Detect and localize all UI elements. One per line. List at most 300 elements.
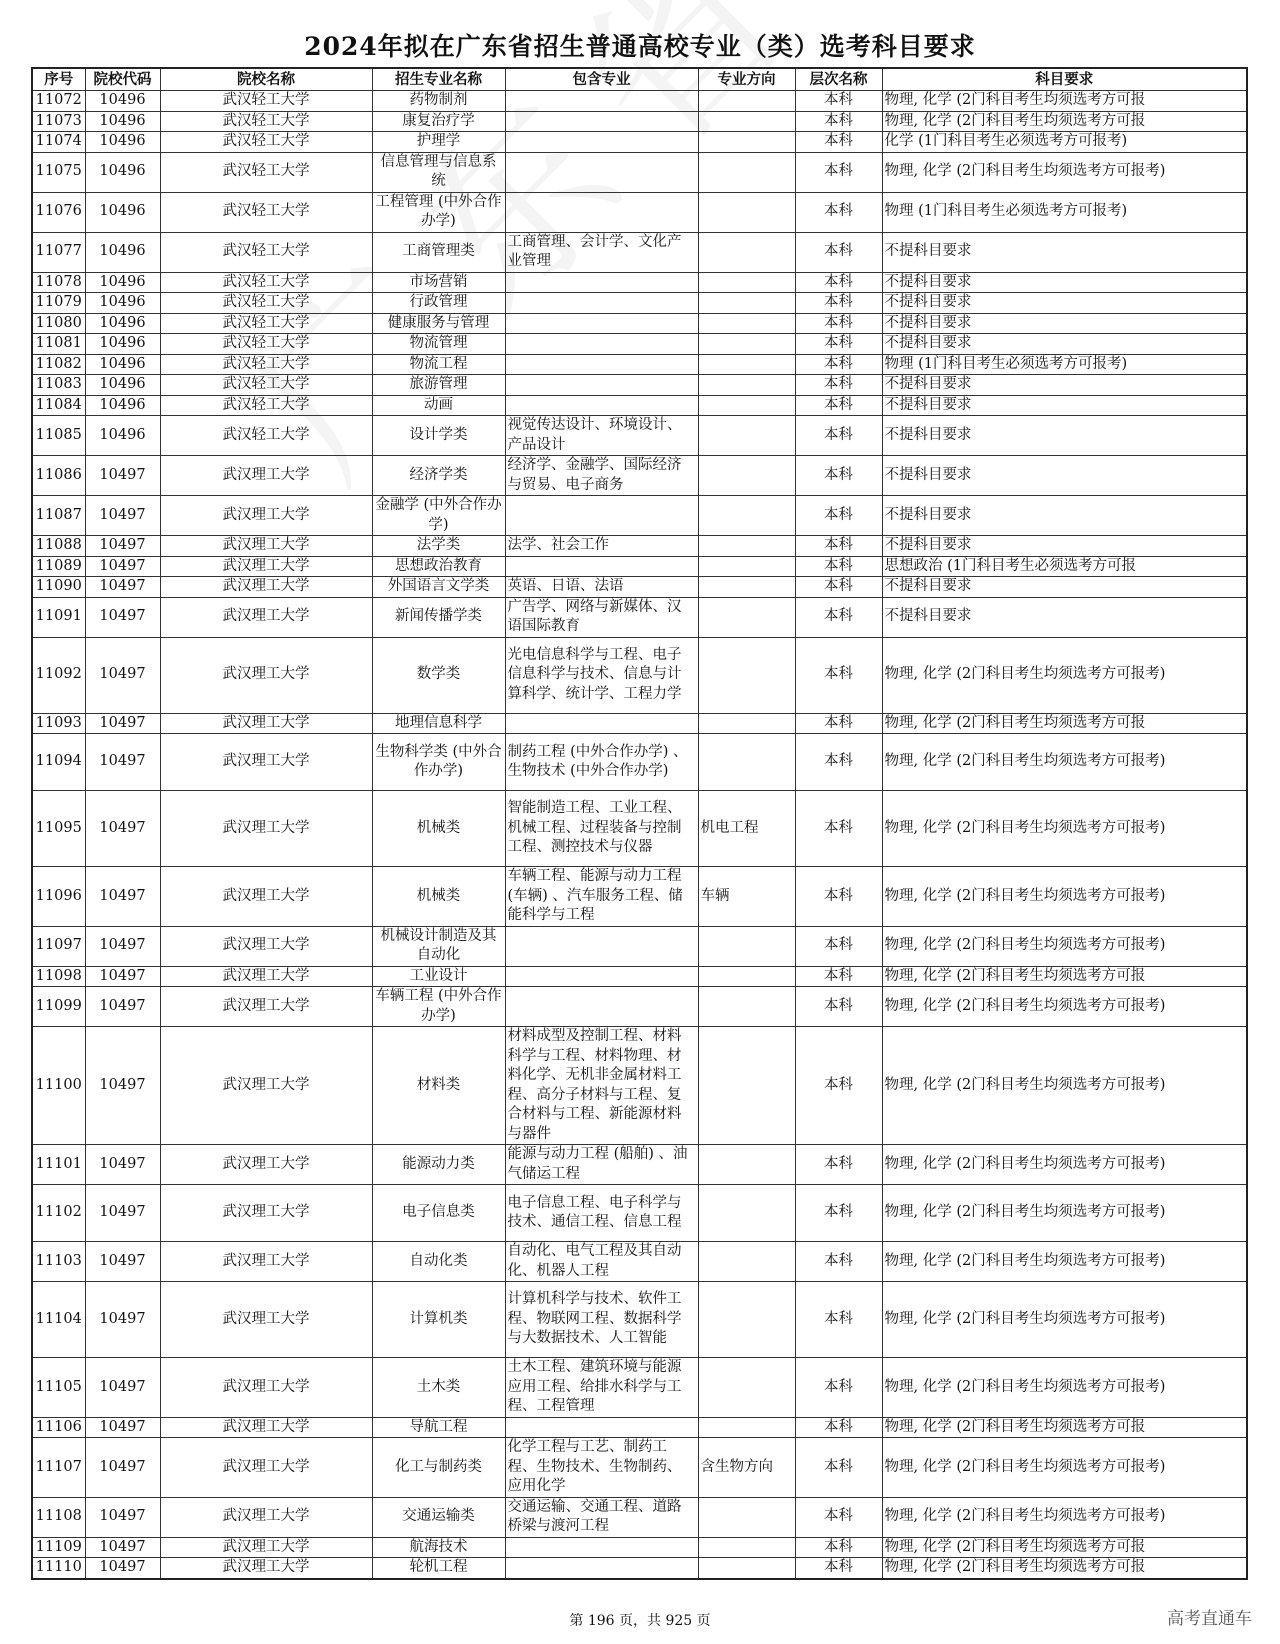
cell-school-code: 10497	[85, 734, 160, 791]
cell-school-code: 10496	[85, 375, 160, 396]
cell-direction	[698, 734, 795, 791]
cell-subject-requirement: 物理, 化学 (2门科目考生均须选考方可报	[882, 111, 1247, 132]
cell-subject-requirement: 物理, 化学 (2门科目考生均须选考方可报考)	[882, 1242, 1247, 1282]
cell-school-code: 10497	[85, 1558, 160, 1579]
cell-major-name: 材料类	[372, 1027, 505, 1145]
cell-included-majors	[505, 375, 698, 396]
table-row	[32, 395, 1247, 416]
cell-level: 本科	[795, 395, 882, 416]
cell-included-majors	[505, 334, 698, 355]
cell-school-name: 武汉理工大学	[160, 1242, 372, 1282]
cell-index: 11094	[32, 734, 85, 791]
header-index: 序号	[32, 68, 85, 91]
table-row	[32, 987, 1247, 1027]
cell-major-name: 物流工程	[372, 354, 505, 375]
cell-school-name: 武汉理工大学	[160, 1282, 372, 1358]
cell-index: 11083	[32, 375, 85, 396]
cell-major-name: 法学类	[372, 536, 505, 557]
cell-direction	[698, 456, 795, 496]
cell-school-name: 武汉理工大学	[160, 1417, 372, 1438]
header-school-name: 院校名称	[160, 68, 372, 91]
cell-school-code: 10496	[85, 152, 160, 192]
cell-included-majors: 工商管理、会计学、文化产业管理	[505, 232, 698, 272]
cell-index: 11074	[32, 132, 85, 153]
cell-index: 11079	[32, 293, 85, 314]
cell-major-name: 航海技术	[372, 1537, 505, 1558]
cell-included-majors: 视觉传达设计、环境设计、产品设计	[505, 416, 698, 456]
cell-subject-requirement: 不提科目要求	[882, 232, 1247, 272]
cell-school-code: 10496	[85, 91, 160, 112]
cell-included-majors	[505, 966, 698, 987]
cell-school-name: 武汉理工大学	[160, 1537, 372, 1558]
cell-school-name: 武汉理工大学	[160, 1438, 372, 1498]
cell-included-majors: 材料成型及控制工程、材料科学与工程、材料物理、材料化学、无机非金属材料工程、高分子材料与工程、复合材料与工程、新能源材料与器件	[505, 1027, 698, 1145]
cell-index: 11089	[32, 556, 85, 577]
cell-school-name: 武汉理工大学	[160, 1145, 372, 1185]
cell-index: 11103	[32, 1242, 85, 1282]
cell-subject-requirement: 物理, 化学 (2门科目考生均须选考方可报考)	[882, 1497, 1247, 1537]
cell-level: 本科	[795, 152, 882, 192]
page-number: 第 196 页，共 925 页	[569, 1613, 711, 1629]
cell-school-code: 10497	[85, 556, 160, 577]
cell-included-majors	[505, 272, 698, 293]
table-row	[32, 536, 1247, 557]
cell-index: 11073	[32, 111, 85, 132]
cell-school-code: 10496	[85, 293, 160, 314]
cell-direction	[698, 1145, 795, 1185]
cell-direction	[698, 1537, 795, 1558]
cell-direction	[698, 597, 795, 637]
cell-level: 本科	[795, 1497, 882, 1537]
table-row	[32, 637, 1247, 713]
table-row	[32, 556, 1247, 577]
cell-school-name: 武汉轻工大学	[160, 111, 372, 132]
cell-included-majors	[505, 1417, 698, 1438]
table-row	[32, 1438, 1247, 1498]
cell-school-code: 10497	[85, 1027, 160, 1145]
cell-school-name: 武汉理工大学	[160, 966, 372, 987]
cell-direction	[698, 926, 795, 966]
cell-index: 11080	[32, 313, 85, 334]
table-row	[32, 1185, 1247, 1242]
cell-school-code: 10496	[85, 334, 160, 355]
cell-major-name: 机械类	[372, 791, 505, 867]
cell-level: 本科	[795, 272, 882, 293]
cell-subject-requirement: 思想政治 (1门科目考生必须选考方可报	[882, 556, 1247, 577]
cell-school-code: 10497	[85, 1358, 160, 1418]
cell-level: 本科	[795, 456, 882, 496]
cell-subject-requirement: 物理 (1门科目考生必须选考方可报考)	[882, 354, 1247, 375]
cell-major-name: 计算机类	[372, 1282, 505, 1358]
cell-index: 11090	[32, 577, 85, 598]
cell-subject-requirement: 不提科目要求	[882, 496, 1247, 536]
cell-school-code: 10496	[85, 192, 160, 232]
cell-level: 本科	[795, 1417, 882, 1438]
cell-school-name: 武汉轻工大学	[160, 354, 372, 375]
cell-index: 11101	[32, 1145, 85, 1185]
cell-level: 本科	[795, 496, 882, 536]
cell-subject-requirement: 物理, 化学 (2门科目考生均须选考方可报考)	[882, 1282, 1247, 1358]
cell-subject-requirement: 不提科目要求	[882, 577, 1247, 598]
cell-level: 本科	[795, 1537, 882, 1558]
cell-school-name: 武汉理工大学	[160, 536, 372, 557]
table-row	[32, 456, 1247, 496]
header-major-name: 招生专业名称	[372, 68, 505, 91]
cell-major-name: 能源动力类	[372, 1145, 505, 1185]
cell-direction	[698, 496, 795, 536]
cell-level: 本科	[795, 375, 882, 396]
cell-major-name: 新闻传播学类	[372, 597, 505, 637]
cell-school-name: 武汉轻工大学	[160, 91, 372, 112]
cell-major-name: 旅游管理	[372, 375, 505, 396]
cell-index: 11107	[32, 1438, 85, 1498]
header-included-majors: 包含专业	[505, 68, 698, 91]
cell-included-majors	[505, 1558, 698, 1579]
cell-school-name: 武汉理工大学	[160, 867, 372, 927]
cell-school-name: 武汉理工大学	[160, 496, 372, 536]
cell-index: 11077	[32, 232, 85, 272]
cell-index: 11095	[32, 791, 85, 867]
cell-major-name: 机械类	[372, 867, 505, 927]
cell-subject-requirement: 物理, 化学 (2门科目考生均须选考方可报	[882, 1417, 1247, 1438]
cell-school-code: 10497	[85, 597, 160, 637]
table-row	[32, 152, 1247, 192]
cell-index: 11082	[32, 354, 85, 375]
cell-included-majors	[505, 395, 698, 416]
cell-level: 本科	[795, 987, 882, 1027]
cell-direction	[698, 313, 795, 334]
cell-included-majors	[505, 293, 698, 314]
cell-subject-requirement: 物理, 化学 (2门科目考生均须选考方可报	[882, 1537, 1247, 1558]
cell-direction	[698, 272, 795, 293]
table-row	[32, 272, 1247, 293]
cell-school-name: 武汉理工大学	[160, 713, 372, 734]
table-row	[32, 791, 1247, 867]
cell-level: 本科	[795, 313, 882, 334]
cell-major-name: 化工与制药类	[372, 1438, 505, 1498]
cell-school-name: 武汉理工大学	[160, 734, 372, 791]
cell-subject-requirement: 不提科目要求	[882, 597, 1247, 637]
table-row	[32, 313, 1247, 334]
cell-school-code: 10497	[85, 637, 160, 713]
cell-level: 本科	[795, 354, 882, 375]
cell-school-name: 武汉轻工大学	[160, 395, 372, 416]
cell-direction	[698, 232, 795, 272]
cell-major-name: 思想政治教育	[372, 556, 505, 577]
cell-level: 本科	[795, 132, 882, 153]
cell-index: 11091	[32, 597, 85, 637]
cell-subject-requirement: 物理, 化学 (2门科目考生均须选考方可报考)	[882, 1438, 1247, 1498]
cell-index: 11092	[32, 637, 85, 713]
cell-major-name: 康复治疗学	[372, 111, 505, 132]
cell-level: 本科	[795, 192, 882, 232]
cell-level: 本科	[795, 597, 882, 637]
cell-major-name: 药物制剂	[372, 91, 505, 112]
cell-subject-requirement: 物理, 化学 (2门科目考生均须选考方可报	[882, 966, 1247, 987]
table-row	[32, 1358, 1247, 1418]
cell-included-majors: 能源与动力工程 (船舶) 、油气储运工程	[505, 1145, 698, 1185]
cell-included-majors: 交通运输、交通工程、道路桥梁与渡河工程	[505, 1497, 698, 1537]
cell-direction: 机电工程	[698, 791, 795, 867]
cell-subject-requirement: 不提科目要求	[882, 395, 1247, 416]
cell-direction	[698, 152, 795, 192]
brand-logo-text: 高考直通车	[1167, 1609, 1252, 1629]
cell-direction	[698, 966, 795, 987]
cell-direction	[698, 1497, 795, 1537]
cell-school-code: 10497	[85, 791, 160, 867]
cell-direction	[698, 713, 795, 734]
cell-index: 11110	[32, 1558, 85, 1579]
cell-direction	[698, 293, 795, 314]
table-row	[32, 496, 1247, 536]
cell-subject-requirement: 不提科目要求	[882, 313, 1247, 334]
cell-level: 本科	[795, 536, 882, 557]
cell-subject-requirement: 物理 (1门科目考生必须选考方可报考)	[882, 192, 1247, 232]
header-subject-requirement: 科目要求	[882, 68, 1247, 91]
cell-school-code: 10496	[85, 232, 160, 272]
cell-major-name: 物流管理	[372, 334, 505, 355]
cell-major-name: 外国语言文学类	[372, 577, 505, 598]
cell-major-name: 自动化类	[372, 1242, 505, 1282]
cell-index: 11104	[32, 1282, 85, 1358]
cell-included-majors	[505, 496, 698, 536]
table-header-row	[32, 68, 1247, 91]
cell-index: 11078	[32, 272, 85, 293]
table-row	[32, 1417, 1247, 1438]
cell-school-name: 武汉理工大学	[160, 926, 372, 966]
cell-school-name: 武汉理工大学	[160, 1558, 372, 1579]
cell-school-name: 武汉理工大学	[160, 456, 372, 496]
cell-school-code: 10496	[85, 354, 160, 375]
cell-subject-requirement: 不提科目要求	[882, 334, 1247, 355]
table-row	[32, 232, 1247, 272]
cell-subject-requirement: 不提科目要求	[882, 456, 1247, 496]
cell-level: 本科	[795, 734, 882, 791]
cell-included-majors: 土木工程、建筑环境与能源应用工程、给排水科学与工程、工程管理	[505, 1358, 698, 1418]
cell-included-majors	[505, 354, 698, 375]
cell-subject-requirement: 不提科目要求	[882, 375, 1247, 396]
cell-included-majors: 电子信息工程、电子科学与技术、通信工程、信息工程	[505, 1185, 698, 1242]
table-row	[32, 1145, 1247, 1185]
cell-index: 11085	[32, 416, 85, 456]
header-direction: 专业方向	[698, 68, 795, 91]
cell-level: 本科	[795, 1027, 882, 1145]
cell-included-majors	[505, 132, 698, 153]
cell-level: 本科	[795, 416, 882, 456]
cell-school-code: 10497	[85, 456, 160, 496]
cell-major-name: 护理学	[372, 132, 505, 153]
cell-direction	[698, 192, 795, 232]
cell-school-code: 10497	[85, 926, 160, 966]
cell-level: 本科	[795, 1358, 882, 1418]
table-row	[32, 91, 1247, 112]
cell-index: 11096	[32, 867, 85, 927]
cell-index: 11076	[32, 192, 85, 232]
cell-school-code: 10497	[85, 1497, 160, 1537]
cell-school-code: 10497	[85, 987, 160, 1027]
table-row	[32, 867, 1247, 927]
cell-school-name: 武汉理工大学	[160, 987, 372, 1027]
cell-major-name: 健康服务与管理	[372, 313, 505, 334]
cell-school-name: 武汉理工大学	[160, 556, 372, 577]
cell-school-code: 10497	[85, 1282, 160, 1358]
cell-level: 本科	[795, 1282, 882, 1358]
cell-major-name: 导航工程	[372, 1417, 505, 1438]
cell-included-majors: 广告学、网络与新媒体、汉语国际教育	[505, 597, 698, 637]
table-row	[32, 734, 1247, 791]
cell-school-code: 10497	[85, 1417, 160, 1438]
cell-major-name: 工程管理 (中外合作办学)	[372, 192, 505, 232]
cell-school-name: 武汉轻工大学	[160, 232, 372, 272]
cell-included-majors	[505, 152, 698, 192]
cell-major-name: 机械设计制造及其自动化	[372, 926, 505, 966]
cell-direction	[698, 637, 795, 713]
page-title: 2024年拟在广东省招生普通高校专业（类）选考科目要求	[304, 32, 976, 61]
cell-subject-requirement: 物理, 化学 (2门科目考生均须选考方可报考)	[882, 152, 1247, 192]
cell-school-name: 武汉轻工大学	[160, 152, 372, 192]
cell-level: 本科	[795, 1558, 882, 1579]
cell-included-majors	[505, 1537, 698, 1558]
cell-level: 本科	[795, 293, 882, 314]
cell-included-majors: 化学工程与工艺、制药工程、生物技术、生物制药、应用化学	[505, 1438, 698, 1498]
cell-included-majors	[505, 192, 698, 232]
cell-subject-requirement: 物理, 化学 (2门科目考生均须选考方可报	[882, 91, 1247, 112]
cell-school-name: 武汉理工大学	[160, 1027, 372, 1145]
cell-level: 本科	[795, 334, 882, 355]
cell-school-name: 武汉轻工大学	[160, 375, 372, 396]
cell-direction	[698, 395, 795, 416]
cell-direction	[698, 536, 795, 557]
cell-direction	[698, 1027, 795, 1145]
cell-direction	[698, 1282, 795, 1358]
cell-subject-requirement: 物理, 化学 (2门科目考生均须选考方可报考)	[882, 1358, 1247, 1418]
cell-direction	[698, 375, 795, 396]
cell-direction	[698, 111, 795, 132]
cell-included-majors	[505, 713, 698, 734]
cell-subject-requirement: 物理, 化学 (2门科目考生均须选考方可报考)	[882, 1145, 1247, 1185]
table-row	[32, 1558, 1247, 1579]
cell-school-name: 武汉轻工大学	[160, 293, 372, 314]
cell-index: 11100	[32, 1027, 85, 1145]
cell-school-code: 10496	[85, 272, 160, 293]
cell-school-code: 10497	[85, 1185, 160, 1242]
header-school-code: 院校代码	[85, 68, 160, 91]
cell-major-name: 土木类	[372, 1358, 505, 1418]
table-row	[32, 1282, 1247, 1358]
cell-included-majors: 车辆工程、能源与动力工程 (车辆) 、汽车服务工程、储能科学与工程	[505, 867, 698, 927]
cell-included-majors: 英语、日语、法语	[505, 577, 698, 598]
table-row	[32, 577, 1247, 598]
cell-subject-requirement: 物理, 化学 (2门科目考生均须选考方可报	[882, 1558, 1247, 1579]
cell-included-majors: 制药工程 (中外合作办学) 、生物技术 (中外合作办学)	[505, 734, 698, 791]
cell-major-name: 工商管理类	[372, 232, 505, 272]
cell-included-majors: 光电信息科学与工程、电子信息科学与技术、信息与计算科学、统计学、工程力学	[505, 637, 698, 713]
cell-school-name: 武汉轻工大学	[160, 192, 372, 232]
cell-included-majors	[505, 111, 698, 132]
cell-major-name: 金融学 (中外合作办学)	[372, 496, 505, 536]
header-level: 层次名称	[795, 68, 882, 91]
cell-level: 本科	[795, 966, 882, 987]
table-row	[32, 132, 1247, 153]
cell-school-code: 10497	[85, 1438, 160, 1498]
cell-direction	[698, 354, 795, 375]
cell-school-code: 10496	[85, 132, 160, 153]
table-row	[32, 1242, 1247, 1282]
table-row	[32, 1027, 1247, 1145]
cell-school-name: 武汉轻工大学	[160, 334, 372, 355]
cell-subject-requirement: 物理, 化学 (2门科目考生均须选考方可报考)	[882, 987, 1247, 1027]
cell-index: 11093	[32, 713, 85, 734]
cell-major-name: 车辆工程 (中外合作办学)	[372, 987, 505, 1027]
cell-index: 11108	[32, 1497, 85, 1537]
cell-school-code: 10496	[85, 395, 160, 416]
cell-school-name: 武汉理工大学	[160, 791, 372, 867]
table-row	[32, 597, 1247, 637]
cell-major-name: 经济学类	[372, 456, 505, 496]
cell-subject-requirement: 物理, 化学 (2门科目考生均须选考方可报	[882, 713, 1247, 734]
cell-subject-requirement: 物理, 化学 (2门科目考生均须选考方可报考)	[882, 1185, 1247, 1242]
cell-direction	[698, 416, 795, 456]
table-row	[32, 293, 1247, 314]
cell-direction: 含生物方向	[698, 1438, 795, 1498]
cell-subject-requirement: 物理, 化学 (2门科目考生均须选考方可报考)	[882, 926, 1247, 966]
cell-school-code: 10497	[85, 867, 160, 927]
cell-index: 11097	[32, 926, 85, 966]
cell-index: 11087	[32, 496, 85, 536]
cell-index: 11109	[32, 1537, 85, 1558]
cell-subject-requirement: 物理, 化学 (2门科目考生均须选考方可报考)	[882, 791, 1247, 867]
cell-major-name: 数学类	[372, 637, 505, 713]
cell-direction	[698, 1417, 795, 1438]
cell-major-name: 生物科学类 (中外合作办学)	[372, 734, 505, 791]
cell-level: 本科	[795, 1242, 882, 1282]
cell-school-name: 武汉理工大学	[160, 1497, 372, 1537]
cell-included-majors: 法学、社会工作	[505, 536, 698, 557]
table-row	[32, 416, 1247, 456]
cell-included-majors: 计算机科学与技术、软件工程、物联网工程、数据科学与大数据技术、人工智能	[505, 1282, 698, 1358]
cell-school-name: 武汉理工大学	[160, 597, 372, 637]
cell-level: 本科	[795, 1145, 882, 1185]
cell-direction	[698, 987, 795, 1027]
cell-major-name: 动画	[372, 395, 505, 416]
table-row	[32, 1497, 1247, 1537]
cell-level: 本科	[795, 1438, 882, 1498]
cell-school-code: 10497	[85, 966, 160, 987]
cell-level: 本科	[795, 91, 882, 112]
cell-school-code: 10497	[85, 536, 160, 557]
cell-direction	[698, 556, 795, 577]
cell-school-code: 10496	[85, 111, 160, 132]
cell-level: 本科	[795, 232, 882, 272]
cell-direction	[698, 1558, 795, 1579]
table-row	[32, 192, 1247, 232]
cell-subject-requirement: 化学 (1门科目考生必须选考方可报考)	[882, 132, 1247, 153]
cell-direction	[698, 1242, 795, 1282]
cell-school-code: 10497	[85, 1537, 160, 1558]
cell-index: 11105	[32, 1358, 85, 1418]
cell-subject-requirement: 物理, 化学 (2门科目考生均须选考方可报考)	[882, 734, 1247, 791]
cell-index: 11099	[32, 987, 85, 1027]
requirements-table	[31, 67, 1248, 1580]
cell-school-code: 10496	[85, 313, 160, 334]
cell-level: 本科	[795, 1185, 882, 1242]
table-row	[32, 354, 1247, 375]
cell-school-code: 10497	[85, 1242, 160, 1282]
cell-school-name: 武汉轻工大学	[160, 272, 372, 293]
cell-index: 11102	[32, 1185, 85, 1242]
cell-major-name: 设计学类	[372, 416, 505, 456]
cell-major-name: 轮机工程	[372, 1558, 505, 1579]
